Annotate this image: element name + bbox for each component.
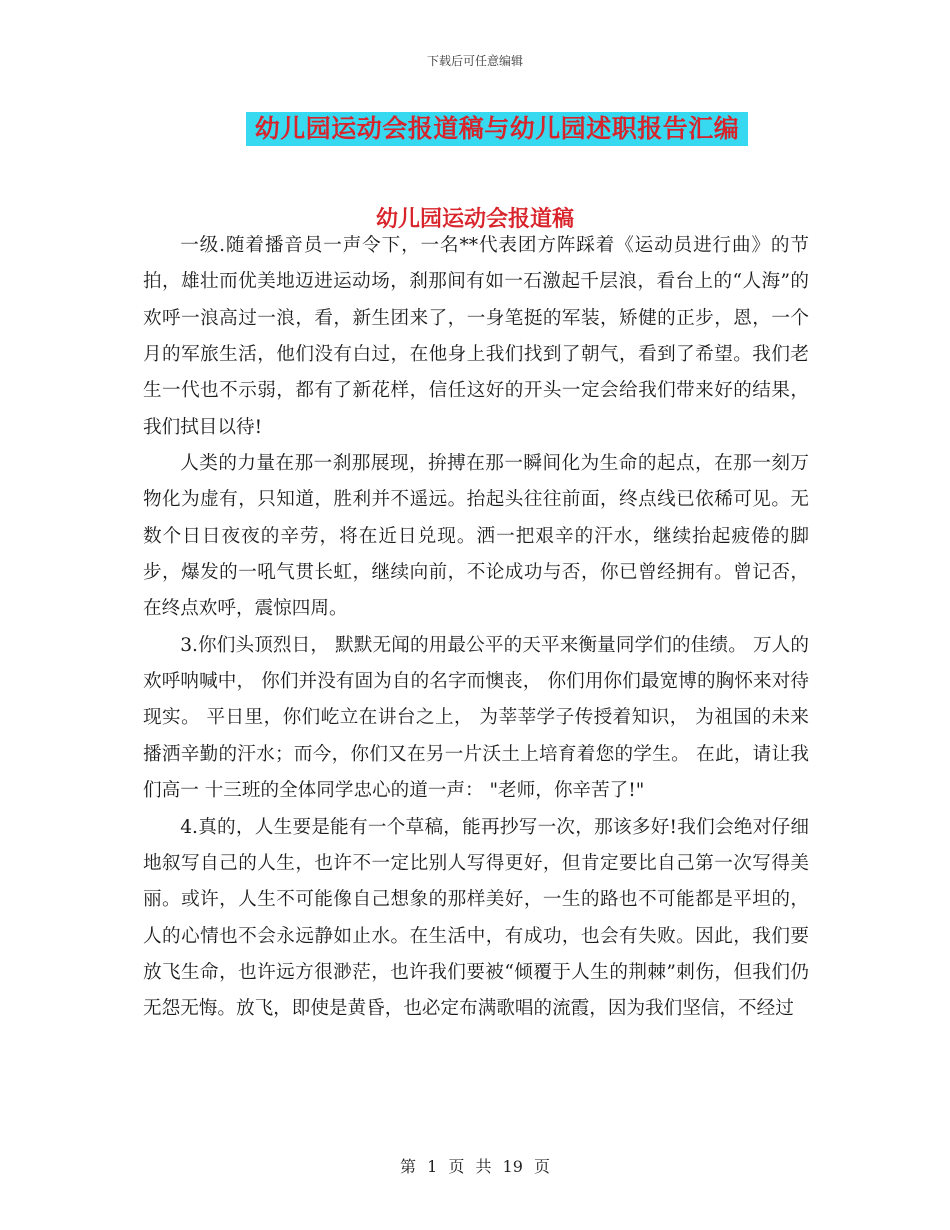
- section-title: 幼儿园运动会报道稿: [375, 206, 574, 232]
- page-header-note: 下载后可任意编辑: [426, 54, 523, 68]
- document-title: 幼儿园运动会报道稿与幼儿园述职报告汇编: [246, 112, 748, 146]
- body-paragraph-2: 人类的力量在那一刹那展现，拚搏在那一瞬间化为生命的起点，在那一刻万物化为虚有，只知道，胜利并不遥远。抬起头往往前面，终点线已依稀可见。无数个日日夜夜的辛劳，将在近日兑现。洒一把艰辛的汗水，继续抬起疲倦的脚步，爆发的一吼气贯长虹，继续向前，不论成功与否，你已曾经拥有。曾记否，在终点欢呼，震惊四周。: [143, 453, 809, 620]
- page-number-footer: 第 1 页 共 19 页: [400, 1157, 550, 1176]
- body-paragraph-1: 一级.随着播音员一声令下，一名**代表团方阵踩着《运动员进行曲》的节拍，雄壮而优美地迈进运动场，刹那间有如一石激起千层浪，看台上的“人海”的欢呼一浪高过一浪，看，新生团来了，一身笔挺的军装，矫健的正步，恩，一个月的军旅生活，他们没有白过，在他身上我们找到了朝气，看到了希望。我们老生一代也不示弱，都有了新花样，信任这好的开头一定会给我们带来好的结果，我们拭目以待!: [143, 235, 809, 438]
- body-paragraph-4: 4.真的，人生要是能有一个草稿，能再抄写一次，那该多好!我们会绝对仔细地叙写自己的人生，也许不一定比别人写得更好，但肯定要比自己第一次写得美丽。或许，人生不可能像自己想象的那样美好，一生的路也不可能都是平坦的，人的心情也不会永远静如止水。在生活中，有成功，也会有失败。因此，我们要放飞生命，也许远方很渺茫，也许我们要被“倾覆于人生的荆棘”刺伤，但我们仍无怨无悔。放飞，即使是黄昏，也必定布满歌唱的流霞，因为我们坚信，不经过: [143, 816, 809, 1020]
- body-paragraph-3: 3.你们头顶烈日， 默默无闻的用最公平的天平来衡量同学们的佳绩。 万人的欢呼呐喊中， 你们并没有固为自的名字而懊丧， 你们用你们最宽博的胸怀来对待现实。 平日里，你们屹立在讲台之上， 为莘莘学子传授着知识， 为祖国的未来播洒辛勤的汗水；而今，你们又在另一片沃土上培育着您的学生。 在此，请让我们高一 十三班的全体同学忠心的道一声： "老师，你辛苦了!": [143, 634, 809, 802]
- document-body: [143, 228, 809, 1028]
